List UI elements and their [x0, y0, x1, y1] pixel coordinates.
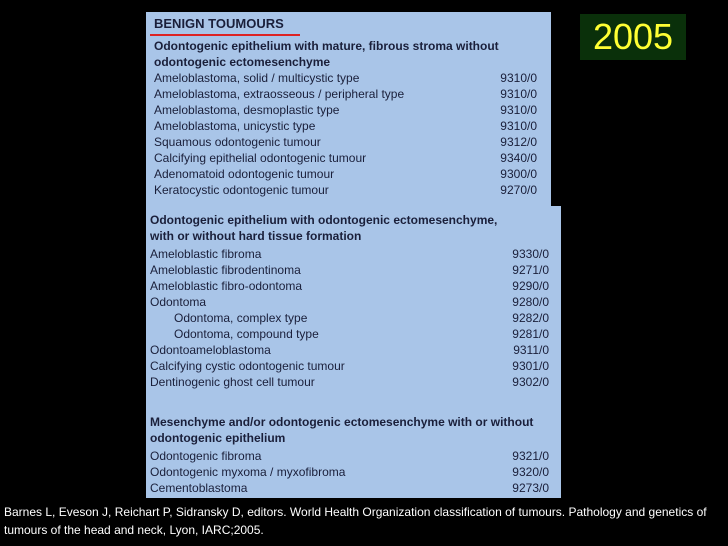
list-item-code: 9330/0 — [512, 247, 549, 261]
list-item-code: 9312/0 — [500, 135, 537, 149]
list-item-code: 9310/0 — [500, 71, 537, 85]
list-item-name: Cementoblastoma — [150, 481, 248, 495]
list-item-code: 9310/0 — [500, 87, 537, 101]
list-item-name: Odontogenic myxoma / myxofibroma — [150, 465, 346, 479]
list-item-code: 9302/0 — [512, 375, 549, 389]
list-item-name: Ameloblastoma, desmoplastic type — [154, 103, 340, 117]
citation-text: Barnes L, Eveson J, Reichart P, Sidransky D, editors. World Health Organization classification of tumours. Pathology and genetics of tumours of the head and neck, Lyon, IARC;2005. — [4, 505, 707, 537]
list-item-code: 9270/0 — [500, 183, 537, 197]
section-title: BENIGN TOUMOURS — [154, 16, 284, 31]
list-item-name: Calcifying epithelial odontogenic tumour — [154, 151, 367, 165]
list-item-code: 9340/0 — [500, 151, 537, 165]
list-item-code: 9280/0 — [512, 295, 549, 309]
list-item-name: Ameloblastic fibroma — [150, 247, 262, 261]
group3-heading-line1: Mesenchyme and/or odontogenic ectomesenchyme with or without — [150, 415, 534, 429]
year-badge: 2005 — [580, 14, 686, 60]
list-item-name: Odontoma, complex type — [174, 311, 308, 325]
group1-heading-line2: odontogenic ectomesenchyme — [154, 55, 331, 69]
list-item-name: Ameloblastic fibrodentinoma — [150, 263, 301, 277]
list-item-name: Squamous odontogenic tumour — [154, 135, 321, 149]
list-item-code: 9271/0 — [512, 263, 549, 277]
list-item-name: Ameloblastoma, extraosseous / peripheral type — [154, 87, 405, 101]
list-item-name: Ameloblastoma, unicystic type — [154, 119, 316, 133]
list-item-code: 9301/0 — [512, 359, 549, 373]
list-item-code: 9321/0 — [512, 449, 549, 463]
list-item-code: 9310/0 — [500, 103, 537, 117]
list-item-code: 9310/0 — [500, 119, 537, 133]
group1-heading-line1: Odontogenic epithelium with mature, fibrous stroma without — [154, 39, 499, 53]
list-item-name: Odontogenic fibroma — [150, 449, 262, 463]
group2-heading-line1: Odontogenic epithelium with odontogenic ectomesenchyme, — [150, 213, 498, 227]
list-item-code: 9273/0 — [512, 481, 549, 495]
classification-panel-bottom — [146, 206, 561, 498]
group2-heading-line2: with or without hard tissue formation — [150, 229, 362, 243]
classification-panel-top — [146, 12, 551, 208]
list-item-code: 9300/0 — [500, 167, 537, 181]
list-item-code: 9320/0 — [512, 465, 549, 479]
list-item-name: Odontoma — [150, 295, 207, 309]
list-item-code: 9281/0 — [512, 327, 549, 341]
list-item-name: Adenomatoid odontogenic tumour — [154, 167, 335, 181]
list-item-name: Odontoma, compound type — [174, 327, 319, 341]
list-item-name: Dentinogenic ghost cell tumour — [150, 375, 315, 389]
list-item-name: Ameloblastic fibro-odontoma — [150, 279, 303, 293]
list-item-name: Keratocystic odontogenic tumour — [154, 183, 329, 197]
list-item-code: 9290/0 — [512, 279, 549, 293]
list-item-code: 9282/0 — [512, 311, 549, 325]
title-underline — [150, 34, 300, 36]
list-item-name: Calcifying cystic odontogenic tumour — [150, 359, 345, 373]
group3-heading-line2: odontogenic epithelium — [150, 431, 286, 445]
list-item-code: 9311/0 — [513, 343, 549, 357]
list-item-name: Odontoameloblastoma — [150, 343, 271, 357]
list-item-name: Ameloblastoma, solid / multicystic type — [154, 71, 360, 85]
